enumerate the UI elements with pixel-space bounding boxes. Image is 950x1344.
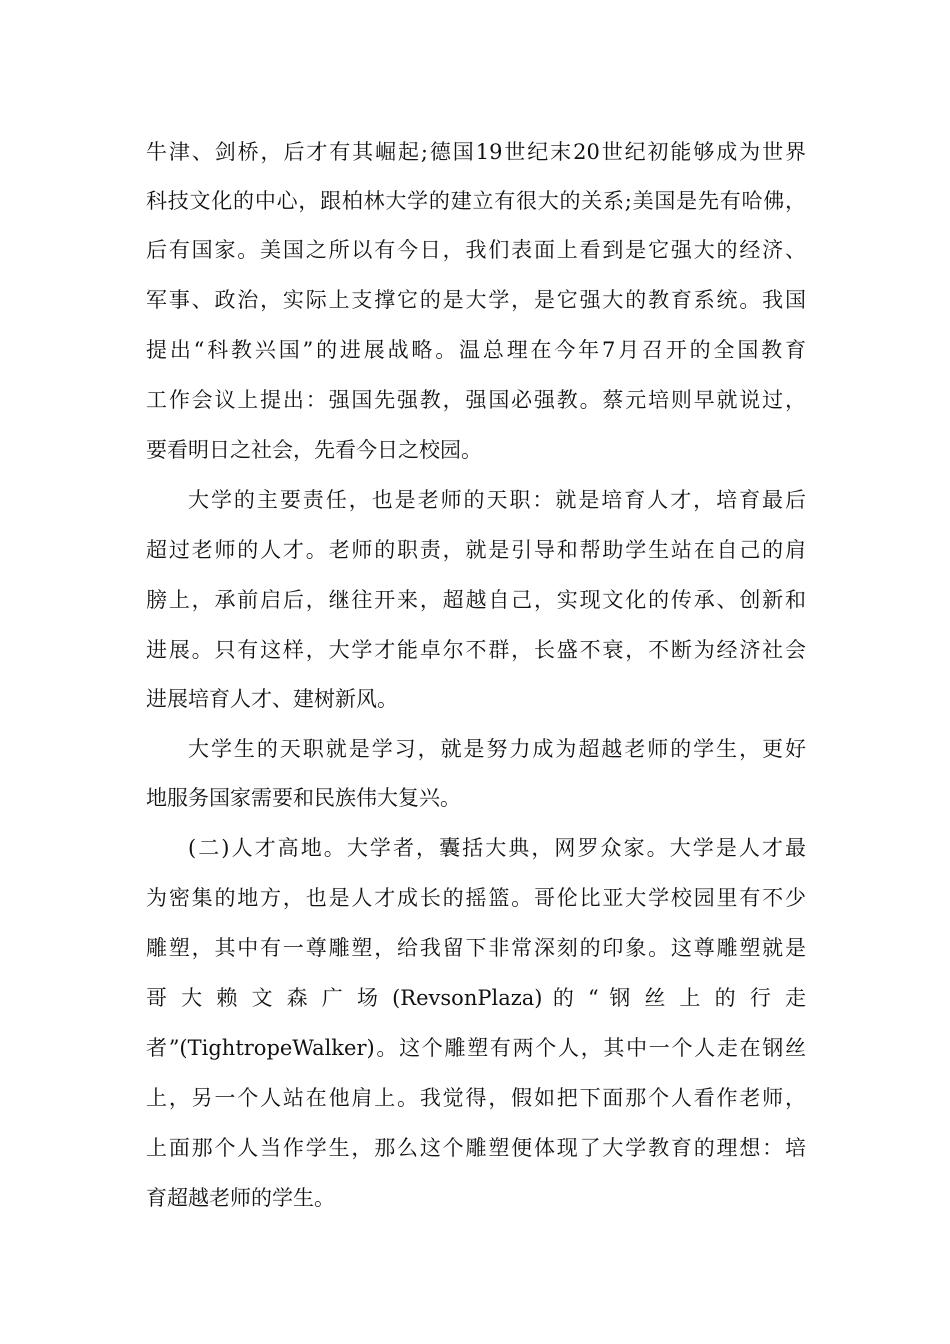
text-line: 工作会议上提出：强国先强教，强国必强教。蔡元培则早就说过， [146,388,806,412]
text-line: 军事、政治，实际上支撑它的是大学，是它强大的教育系统。我国 [146,288,806,312]
text-line: 进展培育人才、建树新风。 [146,687,398,711]
text-line: 地服务国家需要和民族伟大复兴。 [146,786,461,810]
text-line: 哥 大 赖 文 森 广 场 (RevsonPlaza) 的 “ 钢 丝 上 的 行 走 [146,986,806,1010]
paragraph-first-line: 大学生的天职就是学习，就是努力成为超越老师的学生，更好 [188,737,806,761]
paragraph-first-line: (二)人才高地。大学者，囊括大典，网罗众家。大学是人才最 [188,836,806,860]
text-line: 提出“科教兴国”的进展战略。温总理在今年7月召开的全国教育 [146,338,806,362]
text-line: 雕塑，其中有一尊雕塑，给我留下非常深刻的印象。这尊雕塑就是 [146,936,806,960]
text-line: 膀上，承前启后，继往开来，超越自己，实现文化的传承、创新和 [146,588,806,612]
text-line: 上面那个人当作学生，那么这个雕塑便体现了大学教育的理想：培 [146,1136,806,1160]
text-line: 者”(TightropeWalker)。这个雕塑有两个人，其中一个人走在钢丝 [146,1036,806,1060]
text-line: 科技文化的中心，跟柏林大学的建立有很大的关系;美国是先有哈佛， [146,189,806,213]
text-line: 上，另一个人站在他肩上。我觉得，假如把下面那个人看作老师， [146,1086,806,1110]
text-line: 超过老师的人才。老师的职责，就是引导和帮助学生站在自己的肩 [146,538,806,562]
text-line: 后有国家。美国之所以有今日，我们表面上看到是它强大的经济、 [146,238,806,262]
text-line: 为密集的地方，也是人才成长的摇篮。哥伦比亚大学校园里有不少 [146,886,806,910]
text-line: 牛津、剑桥，后才有其崛起;德国19世纪末20世纪初能够成为世界 [146,140,806,164]
text-line: 要看明日之社会，先看今日之校园。 [146,438,482,462]
text-line: 育超越老师的学生。 [146,1186,335,1210]
paragraph-first-line: 大学的主要责任，也是老师的天职：就是培育人才，培育最后 [188,488,806,512]
text-line: 进展。只有这样，大学才能卓尔不群，长盛不衰，不断为经济社会 [146,638,806,662]
